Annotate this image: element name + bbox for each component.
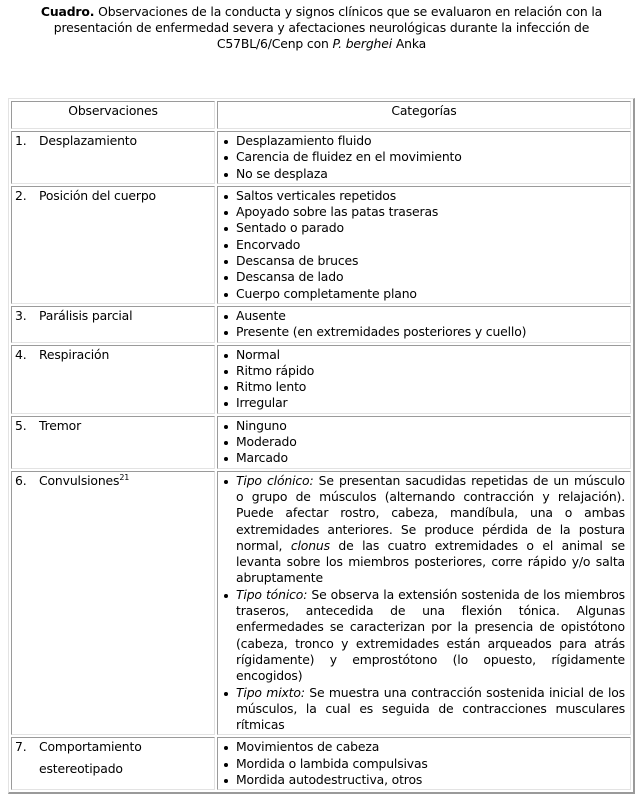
list-item: Saltos verticales repetidos: [223, 188, 627, 204]
list-item-tipo-tonico: [223, 587, 627, 685]
observation-cell: [11, 131, 215, 184]
observation-cell: [11, 737, 215, 790]
list-item: Descansa de lado: [223, 269, 627, 285]
observation-label: Convulsiones: [39, 472, 120, 488]
observation-label: Parálisis parcial: [39, 307, 133, 323]
header-row: [11, 101, 631, 129]
list-item: Mordida autodestructiva, otros: [223, 772, 627, 788]
category-list: [221, 133, 627, 182]
categories-cell: [217, 131, 631, 184]
list-item: Apoyado sobre las patas traseras: [223, 204, 627, 220]
type-label: Tipo tónico:: [236, 586, 308, 602]
type-description: Se presentan sacudidas repetidas de un músculo o grupo de músculos (alternando contracción y relajación). Puede afectar rostro, cabeza, mandíbula, una o ambas extremidades anteriores. Se produce pérdida de la postura normal,: [236, 472, 625, 553]
category-list: [221, 347, 627, 412]
list-item: Mordida o lambida compulsivas: [223, 756, 627, 772]
type-description-cont: de las cuatro extremidades o el animal se levanta sobre los miembros posteriores, corre rápido y/o salta abruptamente: [236, 537, 625, 586]
italic-term: clonus: [290, 537, 330, 553]
table-row: [11, 345, 631, 414]
list-item: Normal: [223, 347, 627, 363]
categories-cell: [217, 737, 631, 790]
list-item: Ninguno: [223, 418, 627, 434]
list-item: Sentado o parado: [223, 220, 627, 236]
table-row: [11, 416, 631, 469]
type-description: Se observa la extensión sostenida de los miembros traseros, antecedida de una flexión tónica. Algunas enfermedades se caracterizan por la presencia de opistótono (cabeza, tronco y extremidades están arqueados para atrás rígidamente) y emprostótono (lo opuesto, rígidamente encogidos): [236, 586, 625, 684]
row-number: 4.: [15, 346, 27, 362]
observation-cell: [11, 471, 215, 736]
list-item: Encorvado: [223, 237, 627, 253]
type-label: Tipo clónico:: [236, 472, 314, 488]
categories-cell: [217, 186, 631, 304]
category-list: [221, 188, 627, 302]
categories-cell: [217, 471, 631, 736]
type-description: Se muestra una contracción sostenida inicial de los músculos, la cual es seguida de contracciones musculares rítmicas: [236, 684, 625, 733]
list-item: Ritmo lento: [223, 379, 627, 395]
row-number: 2.: [15, 187, 27, 203]
table-row: [11, 737, 631, 790]
observation-cell: [11, 186, 215, 304]
header-observaciones: Observaciones: [11, 101, 215, 129]
observation-label: Posición del cuerpo: [39, 187, 156, 203]
list-item: Ausente: [223, 308, 627, 324]
list-item: Cuerpo completamente plano: [223, 286, 627, 302]
caption-species: P. berghei: [332, 36, 393, 51]
list-item: Irregular: [223, 395, 627, 411]
observation-cell: [11, 416, 215, 469]
observation-label: Comportamiento: [39, 739, 142, 755]
categories-cell: [217, 416, 631, 469]
observation-label: Desplazamiento: [39, 133, 137, 148]
list-item: Carencia de fluidez en el movimiento: [223, 149, 627, 165]
observation-label-line2: estereotipado: [39, 760, 123, 776]
row-number: 5.: [15, 417, 27, 433]
row-number: 7.: [15, 739, 27, 755]
row-number: 1.: [15, 133, 27, 148]
list-item: Presente (en extremidades posteriores y cuello): [223, 324, 627, 340]
table-row: [11, 186, 631, 304]
observations-table: [8, 98, 635, 794]
categories-cell: [217, 306, 631, 343]
observation-label: Tremor: [39, 417, 82, 433]
list-item-tipo-clonico: [223, 473, 627, 587]
category-list: [221, 739, 627, 788]
caption-text-end: Anka: [392, 36, 427, 51]
type-label: Tipo mixto:: [236, 684, 305, 700]
list-item: Descansa de bruces: [223, 253, 627, 269]
categories-cell: [217, 345, 631, 414]
header-categorias: Categorías: [217, 101, 631, 129]
caption-text: Observaciones de la conducta y signos clínicos que se evaluaron en relación con la presentación de enfermedad severa y afectaciones neurológicas durante la infección de C57BL/6/Cenp con: [53, 4, 603, 51]
category-list: [221, 418, 627, 467]
row-number: 3.: [15, 307, 27, 323]
category-list: [221, 308, 627, 341]
list-item: Moderado: [223, 434, 627, 450]
category-list: [221, 473, 627, 734]
caption-label: Cuadro.: [40, 4, 95, 19]
table-row: [11, 131, 631, 184]
observation-cell: [11, 345, 215, 414]
reference-superscript: 21: [119, 472, 130, 482]
observation-label: Respiración: [39, 346, 110, 362]
observation-cell: [11, 306, 215, 343]
table-row: [11, 471, 631, 736]
list-item: Desplazamiento fluido: [223, 133, 627, 149]
list-item: Ritmo rápido: [223, 363, 627, 379]
table-caption: [0, 0, 643, 52]
list-item: Movimientos de cabeza: [223, 739, 627, 755]
table-row: [11, 306, 631, 343]
row-number: 6.: [15, 472, 27, 488]
list-item: No se desplaza: [223, 166, 627, 182]
list-item: Marcado: [223, 450, 627, 466]
list-item-tipo-mixto: [223, 685, 627, 734]
